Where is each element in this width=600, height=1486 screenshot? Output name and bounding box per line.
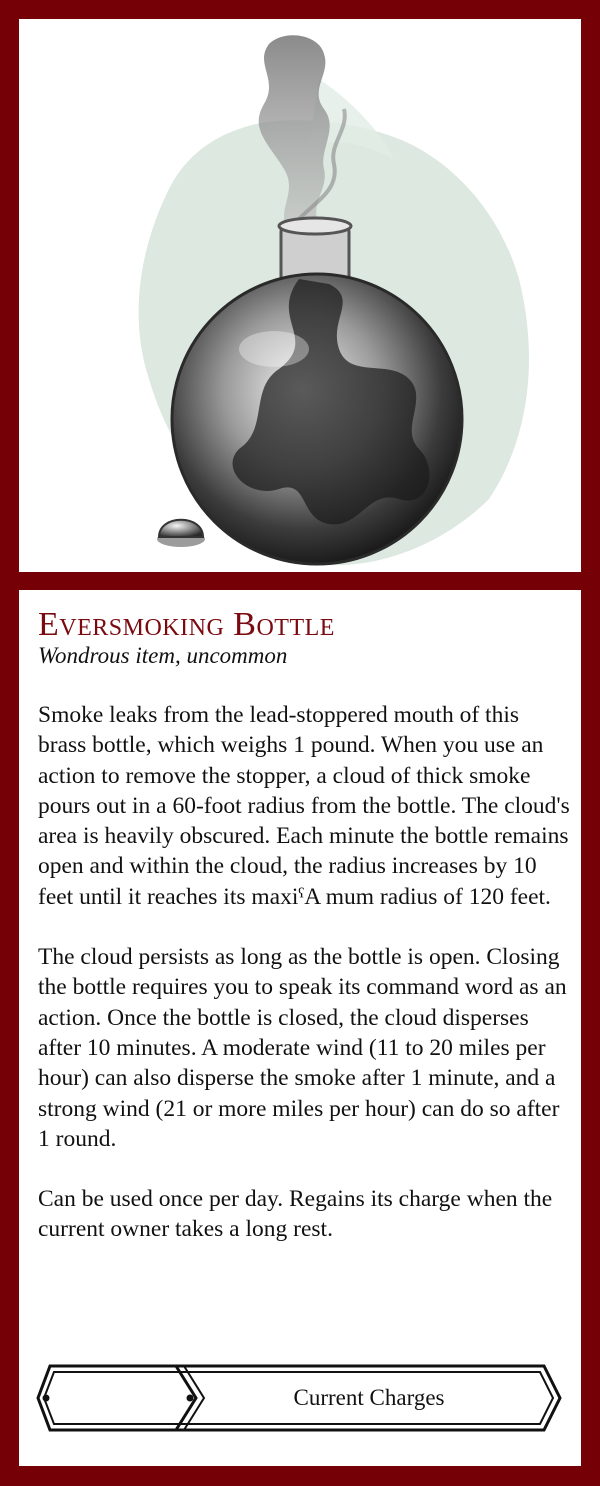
item-description [38,700,573,1275]
description-paragraph: Smoke leaks from the lead-stoppered mouth of this brass bottle, which weighs 1 pound. When you use an action to remove the stopper, a cloud of thick smoke pours out in a 60-foot radius from the bottle. The cloud's area is heavily obscured. Each minute the bottle remains open and within the cloud, the radius increases by 10 feet until it reaches its maxiˁA mum radius of 120 feet. [38,702,570,910]
bottle-highlight [239,331,309,367]
description-paragraph: The cloud persists as long as the bottle is open. Closing the bottle requires you to speak its command word as an action. Once the bottle is closed, the cloud disperses after 10 minutes. A moderate wind (11 to 20 miles per hour) can also disperse the smoke after 1 minute, and a strong wind (21 or more miles per hour) can do so after 1 round. [38,944,567,1152]
item-type-line: Wondrous item, uncommon [38,643,288,668]
bottle-rim [279,218,351,234]
description-paragraph: Can be used once per day. Regains its charge when the current owner takes a long rest. [38,1186,553,1243]
stopper [159,520,203,537]
charges-label: Current Charges [293,1385,445,1410]
charges-tracker [36,1360,564,1436]
charge-value-box[interactable] [50,1368,192,1428]
eversmoking-bottle-illustration [19,19,581,572]
item-title: Eversmoking Bottle [38,606,335,643]
item-text-panel [19,590,581,1466]
item-illustration-panel [19,19,581,572]
